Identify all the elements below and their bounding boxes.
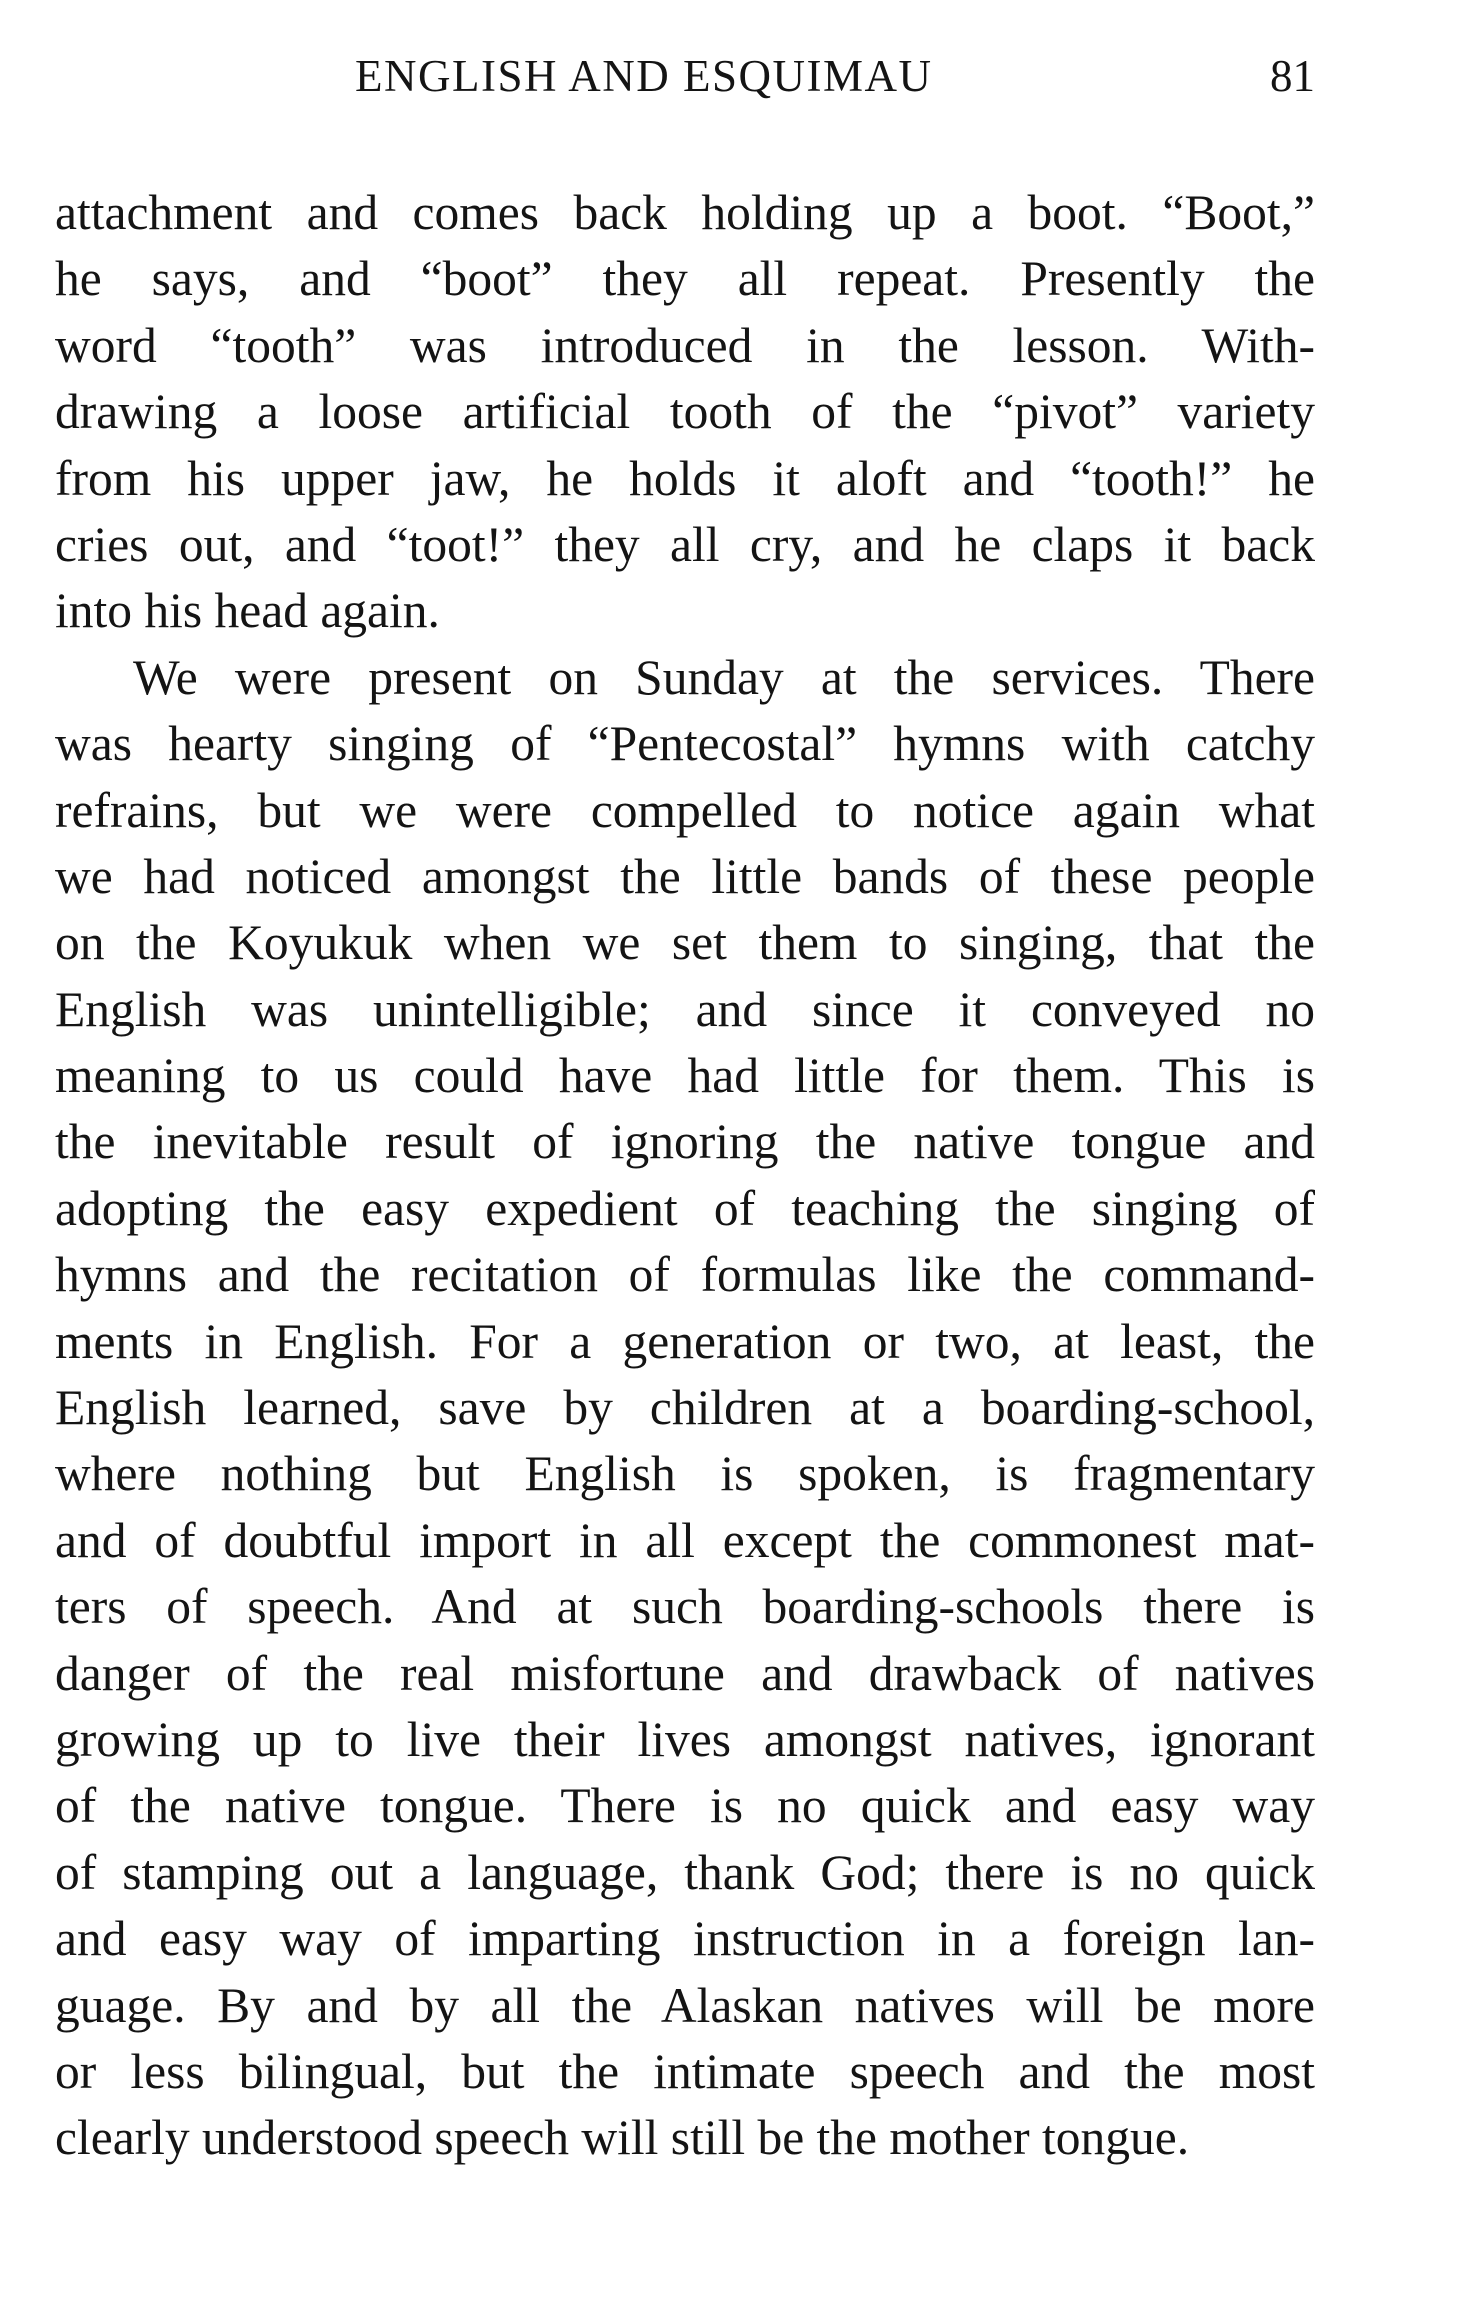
text-line: adopting the easy expedient of teaching the singing of (55, 1180, 1315, 1236)
text-line: English learned, save by children at a boarding-school, (55, 1380, 1315, 1436)
text-line: drawing a loose artificial tooth of the “pivot” variety (55, 384, 1315, 440)
running-head (55, 40, 1315, 120)
text-line: ments in English. For a generation or two, at least, the (55, 1313, 1315, 1369)
body-text (55, 180, 1315, 2172)
text-line: the inevitable result of ignoring the native tongue and (55, 1114, 1315, 1170)
text-line: hymns and the recitation of formulas like the command- (55, 1247, 1315, 1303)
text-line: or less bilingual, but the intimate speech and the most (55, 2043, 1315, 2099)
text-line: word “tooth” was introduced in the lesson. With- (55, 317, 1315, 373)
text-line: where nothing but English is spoken, is fragmentary (55, 1446, 1315, 1502)
text-line: danger of the real misfortune and drawback of natives (55, 1645, 1315, 1701)
book-page (55, 40, 1315, 2172)
text-line: guage. By and by all the Alaskan natives will be more (55, 1977, 1315, 2033)
text-line: into his head again. (55, 583, 440, 639)
text-line: attachment and comes back holding up a boot. “Boot,” (55, 185, 1315, 240)
running-title: ENGLISH AND ESQUIMAU (355, 51, 933, 101)
text-line: on the Koyukuk when we set them to singing, that the (55, 915, 1315, 971)
text-line: refrains, but we were compelled to notice again what (55, 782, 1315, 838)
page-number: 81 (1270, 51, 1315, 101)
text-line: of the native tongue. There is no quick and easy way (55, 1778, 1315, 1834)
text-line: of stamping out a language, thank God; there is no quick (55, 1844, 1315, 1900)
text-line: we had noticed amongst the little bands of these people (55, 848, 1315, 904)
text-line: and easy way of imparting instruction in a foreign lan- (55, 1911, 1315, 1967)
text-line: and of doubtful import in all except the commonest mat- (55, 1512, 1315, 1568)
text-line: from his upper jaw, he holds it aloft and “tooth!” he (55, 450, 1315, 506)
text-line: English was unintelligible; and since it conveyed no (55, 981, 1315, 1037)
text-line: We were present on Sunday at the services. There (133, 649, 1315, 705)
text-line: he says, and “boot” they all repeat. Presently the (55, 251, 1315, 307)
text-line: clearly understood speech will still be the mother tongue. (55, 2110, 1190, 2166)
text-line: ters of speech. And at such boarding-schools there is (55, 1579, 1315, 1635)
text-line: meaning to us could have had little for them. This is (55, 1048, 1315, 1104)
text-line: growing up to live their lives amongst natives, ignorant (55, 1711, 1315, 1767)
text-line: was hearty singing of “Pentecostal” hymns with catchy (55, 716, 1315, 772)
text-line: cries out, and “toot!” they all cry, and he claps it back (55, 516, 1315, 572)
